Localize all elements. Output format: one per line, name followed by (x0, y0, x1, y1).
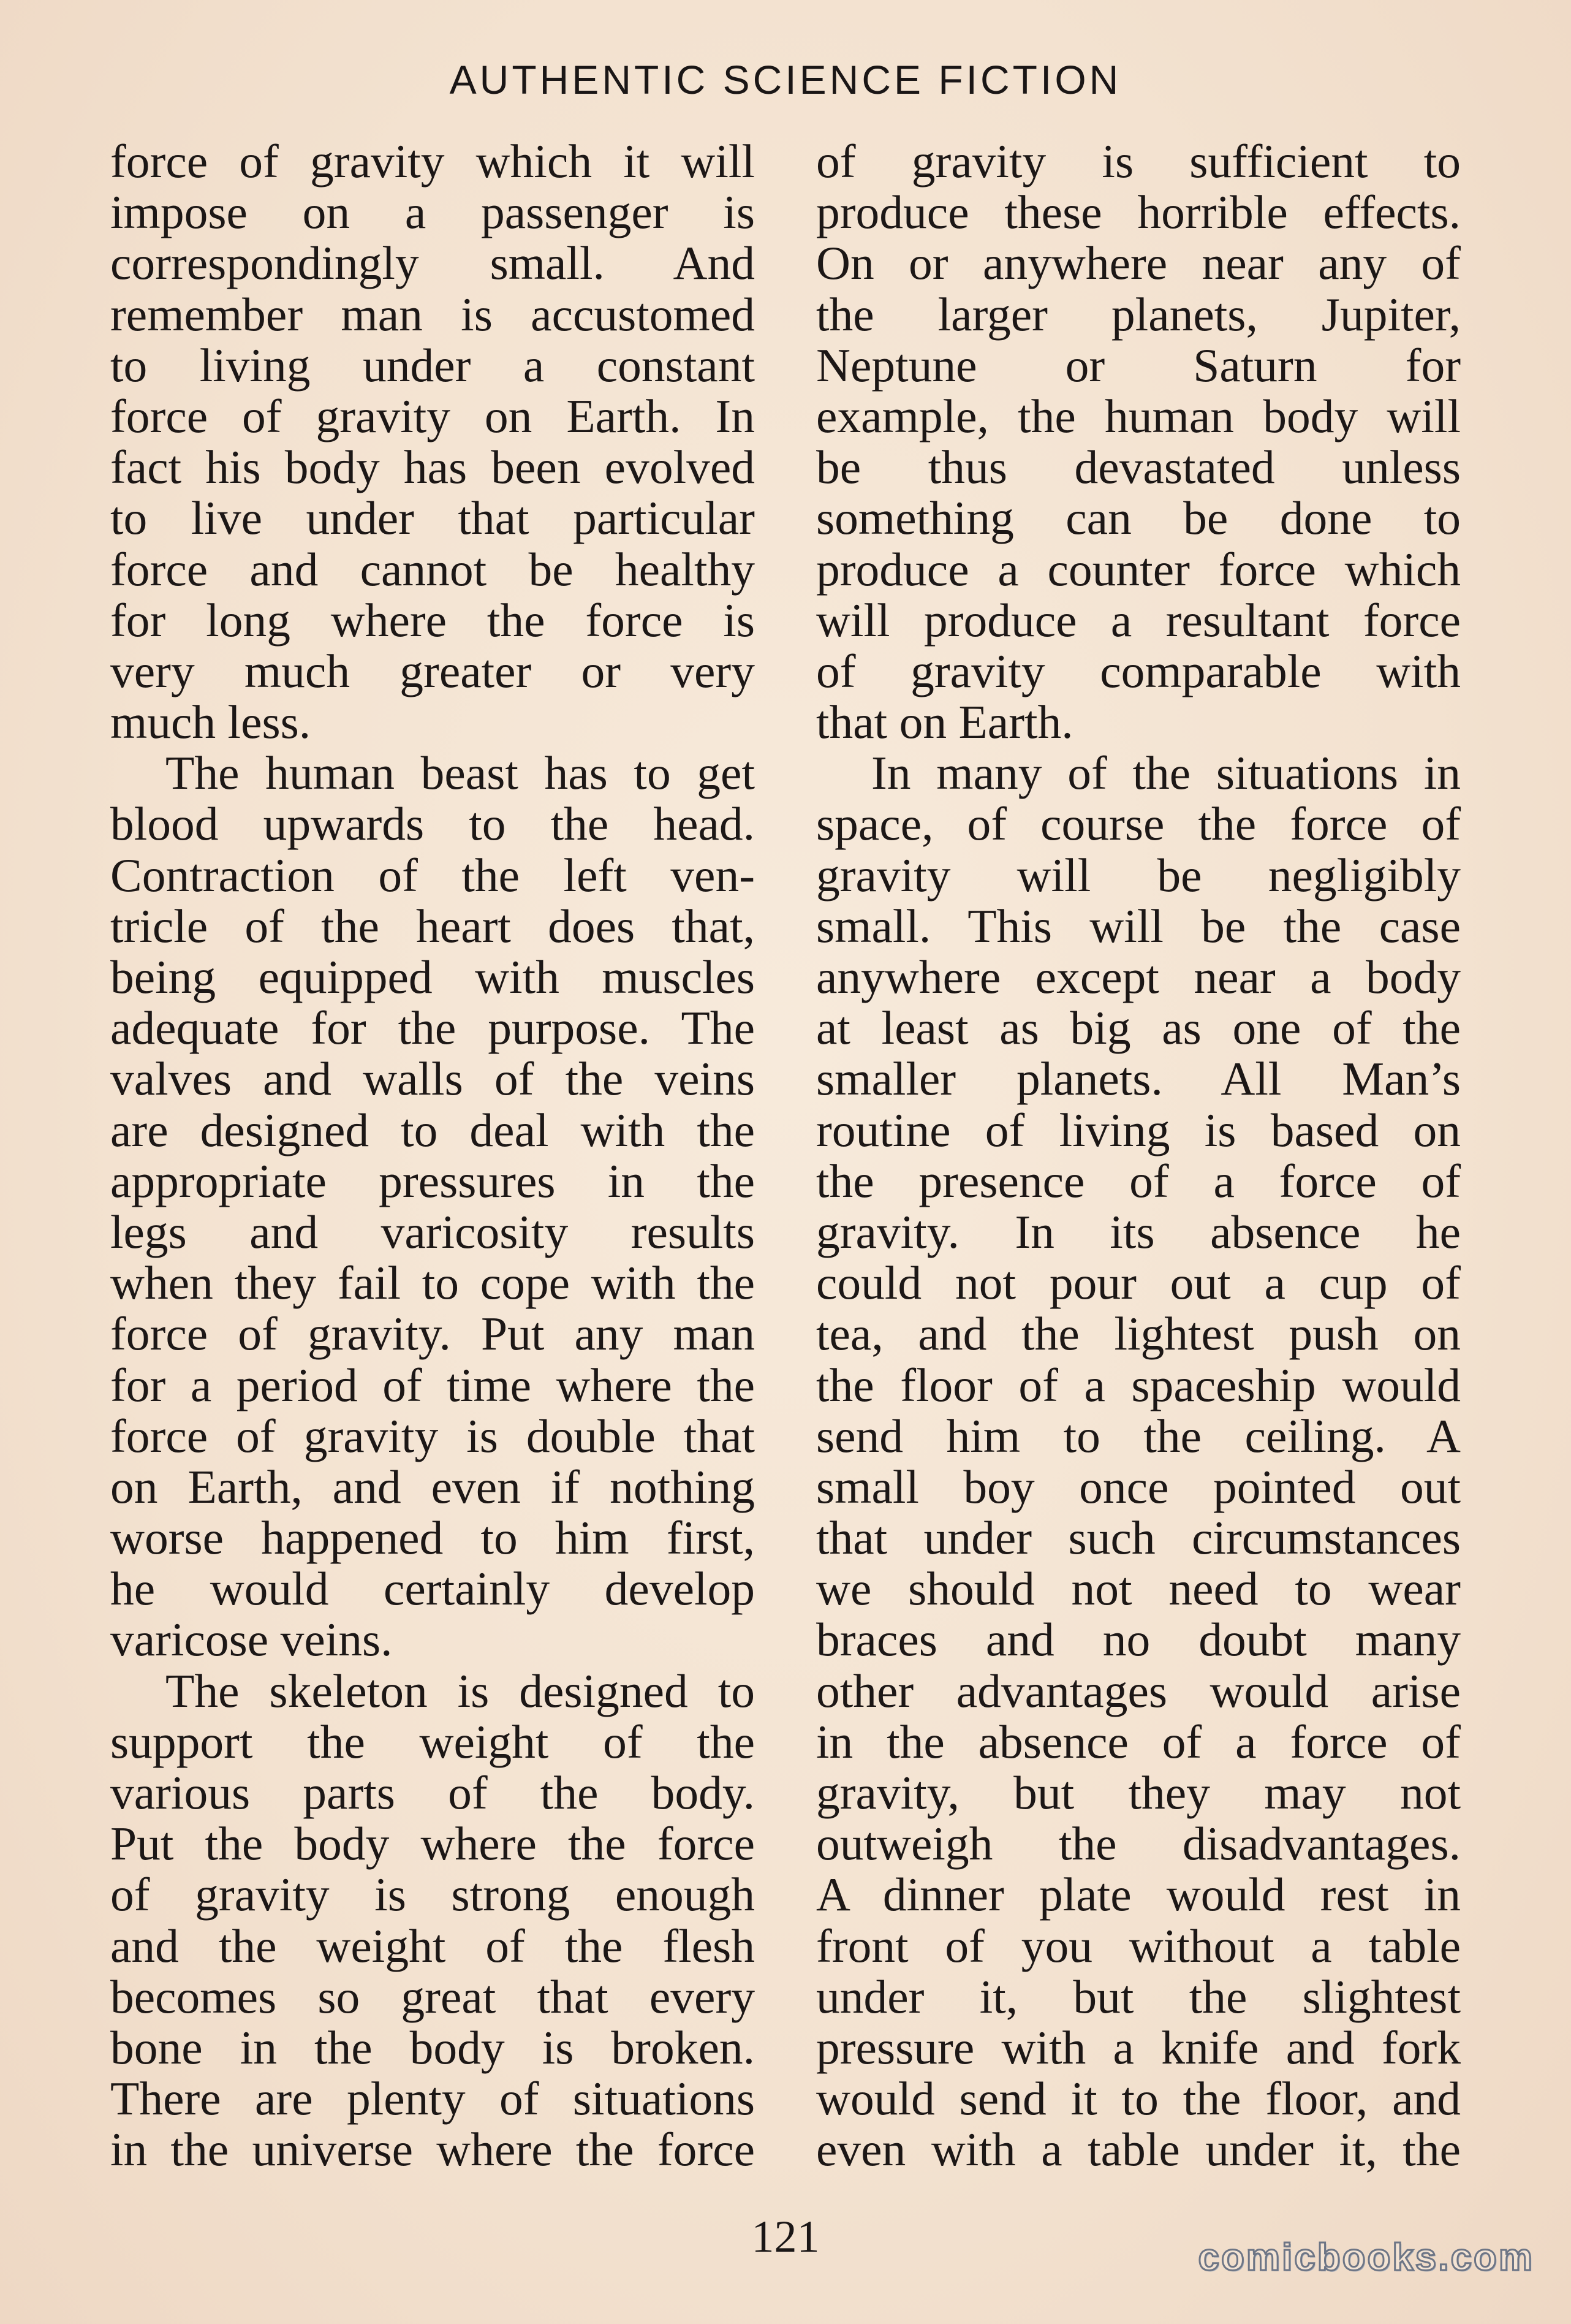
text-line: example, the human body will (816, 389, 1461, 442)
text-line: the presence of a force of (816, 1154, 1461, 1207)
text-line: space, of course the force of (816, 797, 1461, 851)
text-line: gravity will be negligibly (816, 848, 1461, 902)
text-line: something can be done to (816, 492, 1461, 545)
text-line: for a period of time where the (110, 1358, 755, 1411)
text-line: tricle of the heart does that, (110, 899, 755, 952)
text-line: in the absence of a force of (816, 1715, 1461, 1768)
text-line: support the weight of the (110, 1715, 755, 1768)
text-line: The skeleton is designed to (165, 1664, 755, 1717)
text-line: small. This will be the case (816, 899, 1461, 952)
text-line: force of gravity which it will (110, 135, 755, 188)
text-line: anywhere except near a body (816, 951, 1461, 1003)
text-line: would send it to the floor, and (816, 2072, 1461, 2125)
text-line: remember man is accustomed (110, 287, 755, 341)
text-line: will produce a resultant force (816, 593, 1461, 647)
text-line: to live under that particular (110, 492, 755, 545)
text-line: very much greater or very (110, 644, 755, 697)
text-line: varicose veins. (110, 1613, 393, 1666)
text-line: under it, but the slightest (816, 1970, 1461, 2023)
text-line: force of gravity on Earth. In (110, 389, 755, 442)
text-line: and the weight of the flesh (110, 1919, 755, 1972)
text-line: A dinner plate would rest in (816, 1868, 1461, 1921)
text-line: the floor of a spaceship would (816, 1358, 1461, 1411)
text-line: Neptune or Saturn for (816, 338, 1461, 392)
right-column (816, 136, 1461, 2176)
text-line: of gravity is strong enough (110, 1868, 755, 1921)
running-head: AUTHENTIC SCIENCE FICTION (449, 57, 1122, 102)
text-line: even with a table under it, the (816, 2123, 1461, 2176)
text-line: send him to the ceiling. A (816, 1409, 1461, 1462)
text-line: braces and no doubt many (816, 1613, 1461, 1666)
text-line: other advantages would arise (816, 1664, 1461, 1717)
text-line: on Earth, and even if nothing (110, 1460, 755, 1513)
text-line: worse happened to him first, (110, 1511, 755, 1565)
text-line: we should not need to wear (816, 1562, 1461, 1616)
text-line: Put the body where the force (110, 1817, 755, 1870)
text-line: gravity. In its absence he (816, 1205, 1461, 1258)
text-line: force of gravity. Put any man (110, 1307, 755, 1361)
text-line: that under such circumstances (816, 1511, 1461, 1565)
text-line: becomes so great that every (110, 1970, 755, 2023)
text-line: of gravity comparable with (816, 644, 1461, 697)
text-line: he would certainly develop (110, 1562, 755, 1616)
text-line: The human beast has to get (165, 746, 755, 800)
text-line: are designed to deal with the (110, 1103, 755, 1156)
text-line: of gravity is sufficient to (816, 135, 1461, 188)
text-line: in the universe where the force (110, 2123, 755, 2176)
text-line: the larger planets, Jupiter, (816, 287, 1461, 341)
text-line: correspondingly small. And (110, 237, 755, 290)
text-line: front of you without a table (816, 1919, 1461, 1972)
text-line: routine of living is based on (816, 1103, 1461, 1156)
text-line: for long where the force is (110, 593, 755, 647)
page-number: 121 (751, 2212, 820, 2262)
text-line: tea, and the lightest push on (816, 1307, 1461, 1361)
text-line: being equipped with muscles (110, 951, 755, 1003)
text-line: valves and walls of the veins (110, 1052, 755, 1106)
text-line: force of gravity is double that (110, 1409, 755, 1462)
text-line: On or anywhere near any of (816, 237, 1461, 290)
text-line: adequate for the purpose. The (110, 1001, 755, 1055)
text-line: impose on a passenger is (110, 186, 755, 239)
text-line: In many of the situations in (871, 746, 1461, 800)
text-line: outweigh the disadvantages. (816, 1817, 1461, 1870)
text-line: blood upwards to the head. (110, 797, 755, 851)
text-line: appropriate pressures in the (110, 1154, 755, 1207)
text-line: that on Earth. (816, 696, 1073, 749)
text-line: gravity, but they may not (816, 1766, 1461, 1819)
text-line: much less. (110, 696, 311, 749)
text-line: at least as big as one of the (816, 1001, 1461, 1055)
text-line: Contraction of the left ven- (110, 848, 755, 902)
text-line: bone in the body is broken. (110, 2021, 755, 2074)
watermark: comicbooks.com (1198, 2236, 1534, 2279)
text-line: to living under a constant (110, 338, 755, 392)
text-line: various parts of the body. (110, 1766, 755, 1819)
text-line: be thus devastated unless (816, 441, 1461, 494)
text-line: force and cannot be healthy (110, 542, 755, 596)
text-line: smaller planets. All Man’s (816, 1052, 1461, 1106)
text-line: There are plenty of situations (110, 2072, 755, 2125)
text-line: pressure with a knife and fork (816, 2021, 1461, 2074)
text-line: produce a counter force which (816, 542, 1461, 596)
text-line: could not pour out a cup of (816, 1256, 1461, 1310)
text-line: produce these horrible effects. (816, 186, 1461, 239)
text-line: small boy once pointed out (816, 1460, 1461, 1513)
text-line: legs and varicosity results (110, 1205, 755, 1258)
text-line: fact his body has been evolved (110, 441, 755, 494)
text-line: when they fail to cope with the (110, 1256, 755, 1310)
left-column (110, 136, 755, 2176)
